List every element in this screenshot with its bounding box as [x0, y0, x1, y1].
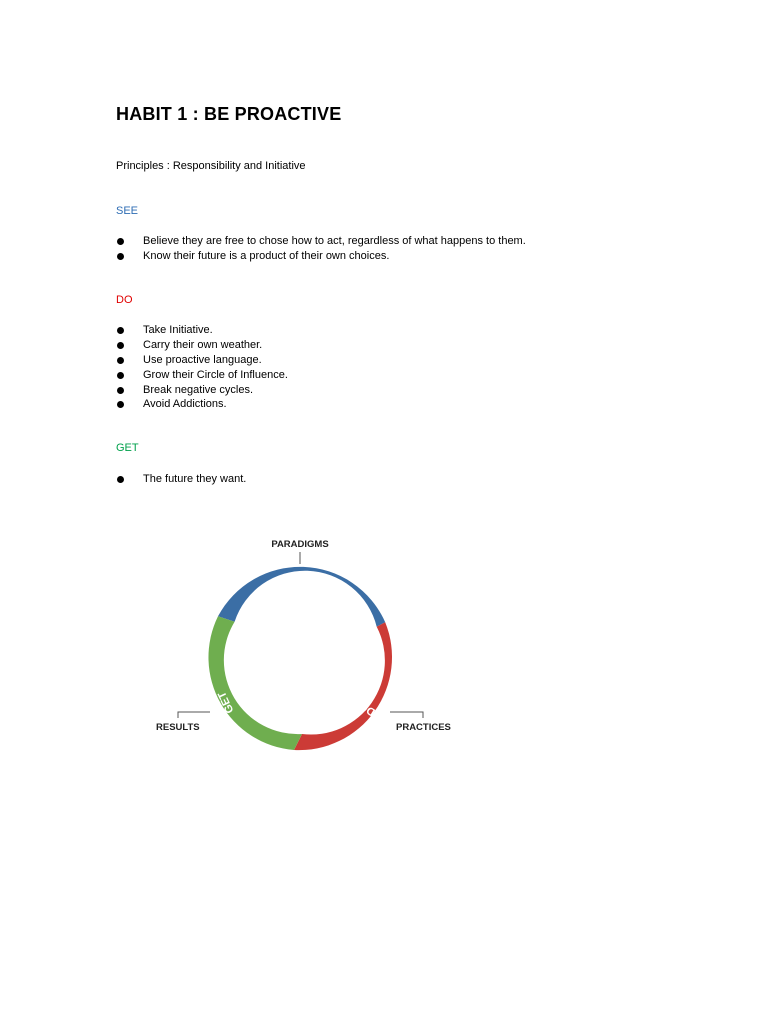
- list-item-text: Break negative cycles.: [143, 383, 254, 396]
- list-item-text: Know their future is a product of their own choices.: [143, 249, 390, 262]
- practices-connector: [390, 712, 423, 718]
- get-segment-label: GET: [216, 689, 237, 716]
- see-segment-label: SEE: [288, 576, 312, 588]
- do-segment-label: DO: [357, 699, 378, 719]
- see-list: [116, 234, 526, 264]
- bullet-icon: [117, 327, 124, 334]
- list-item: [116, 353, 288, 368]
- list-item: [116, 383, 288, 398]
- results-label: RESULTS: [156, 722, 200, 733]
- do-heading: DO: [116, 294, 133, 306]
- list-item-text: Carry their own weather.: [143, 338, 263, 351]
- get-list: [116, 472, 246, 487]
- paradigms-label: PARADIGMS: [271, 539, 329, 550]
- list-item: [116, 249, 526, 264]
- cycle-diagram-svg: [150, 530, 470, 755]
- list-item: [116, 368, 288, 383]
- principles-text: Principles : Responsibility and Initiative: [116, 160, 306, 172]
- bullet-icon: [117, 253, 124, 260]
- list-item-text: The future they want.: [143, 473, 247, 485]
- list-item: [116, 338, 288, 353]
- page-title: HABIT 1 : BE PROACTIVE: [116, 104, 342, 124]
- see-do-get-cycle-diagram: [150, 530, 470, 755]
- do-segment: [294, 622, 392, 750]
- get-heading: GET: [116, 442, 139, 454]
- practices-label: PRACTICES: [396, 722, 451, 733]
- list-item: [116, 234, 526, 249]
- bullet-icon: [117, 238, 124, 245]
- bullet-icon: [117, 342, 124, 349]
- list-item: [116, 323, 288, 338]
- list-item-text: Grow their Circle of Influence.: [143, 368, 288, 381]
- list-item-text: Use proactive language.: [143, 353, 262, 366]
- do-list: [116, 323, 288, 412]
- get-segment: [208, 616, 302, 750]
- results-connector: [178, 712, 210, 718]
- list-item-text: Avoid Addictions.: [143, 398, 227, 411]
- list-item-text: Believe they are free to chose how to act, regardless of what happens to them.: [143, 235, 526, 247]
- list-item: [116, 472, 246, 487]
- list-item: [116, 397, 288, 412]
- see-heading: SEE: [116, 205, 139, 217]
- bullet-icon: [117, 476, 124, 483]
- bullet-icon: [117, 372, 124, 379]
- bullet-icon: [117, 401, 124, 408]
- list-item-text: Take Initiative.: [143, 324, 213, 336]
- bullet-icon: [117, 387, 124, 394]
- bullet-icon: [117, 357, 124, 364]
